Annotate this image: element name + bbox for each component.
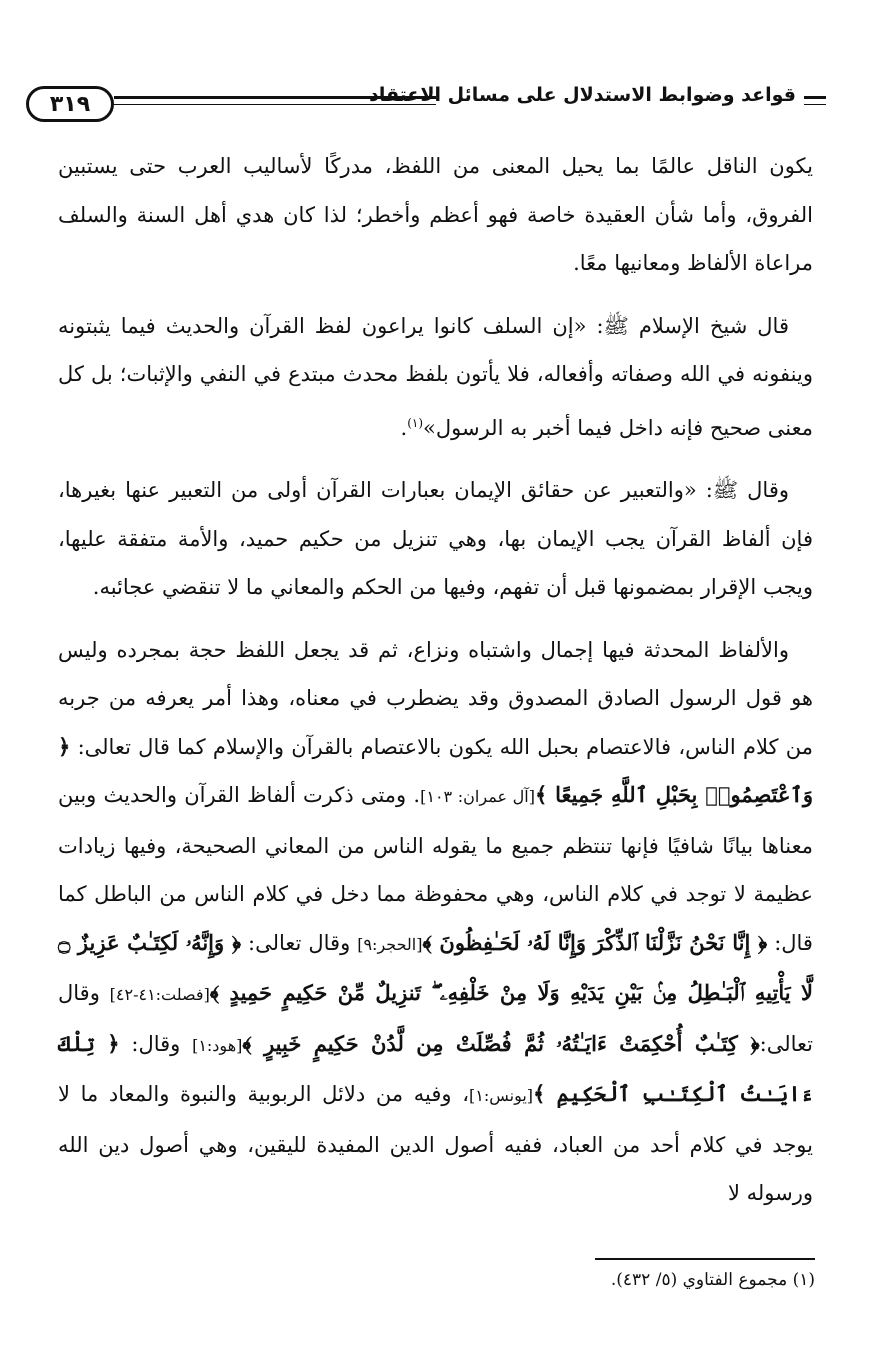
header-rule-ornament — [804, 96, 826, 105]
paragraph: قال شيخ الإسلام ﷺ: «إن السلف كانوا يراعون لفظ القرآن والحديث فيما يثبتونه وينفونه في الله وصفاته وأفعاله، فلا يأتون بلفظ محدث مبتدع في النفي والإثبات؛ بل كل معنى صحيح فإنه داخل فيما أخبر به الرسول»$^{(١)}$. — [58, 313, 813, 440]
quran-verse: ﴿ وَٱعْتَصِمُوا۟ بِحَبْلِ ٱللَّهِ جَمِيعًا ﴾ — [58, 733, 813, 807]
footnote-marker: (١) — [407, 415, 424, 430]
quran-verse: ﴿ وَإِنَّهُۥ لَكِتَـٰبٌ عَزِيزٌ ۝ لَّا يَأْتِيهِ ٱلْبَـٰطِلُ مِنۢ بَيْنِ يَدَيْهِ وَلَا مِنْ خَلْفِهِۦ ۖ تَنزِيلٌ مِّنْ حَكِيمٍ حَمِيدٍ ﴾ — [58, 929, 814, 1005]
verse-reference: [آل عمران: ١٠٣] — [420, 787, 535, 806]
body-text — [58, 142, 813, 1232]
quran-verse: ﴿ تِلْكَ ءَايَـٰتُ ٱلْكِتَـٰبِ ٱلْحَكِيمِ ﴾ — [58, 1030, 813, 1106]
page-header — [26, 82, 826, 126]
running-title: قواعد وضوابط الاستدلال على مسائل الاعتقاد — [369, 84, 796, 106]
paragraph: يكون الناقل عالمًا بما يحيل المعنى من اللفظ، مدركًا لأساليب العرب حتى يستبين الفروق، وأما شأن العقيدة خاصة فهو أعظم وأخطر؛ لذا كان هدي أهل السنة والسلف مراعاة الألفاظ ومعانيها معًا. — [58, 154, 813, 275]
footnotes — [60, 1266, 815, 1294]
footnote-rule — [595, 1258, 815, 1260]
page-number: ٣١٩ — [26, 86, 114, 122]
paragraph: وقال ﷺ: «والتعبير عن حقائق الإيمان بعبارات القرآن أولى من التعبير عنها بغيرها، فإن ألفاظ القرآن يجب الإيمان بها، وهي تنزيل من حكيم حميد، والأمة متفقة عليها، ويجب الإقرار بمضمونها قبل أن تفهم، وفيها من الحكم والمعاني ما لا تنقضي عجائبه. — [58, 478, 813, 599]
verse-reference: [فصلت:٤١-٤٢] — [109, 985, 210, 1004]
quran-verse: ﴿ إِنَّا نَحْنُ نَزَّلْنَا ٱلذِّكْرَ وَإِنَّا لَهُۥ لَحَـٰفِظُونَ ﴾ — [422, 929, 768, 955]
verse-reference: [هود:١] — [192, 1035, 243, 1055]
paragraph: والألفاظ المحدثة فيها إجمال واشتباه ونزاع، ثم قد يجعل اللفظ حجة بمجرده وليس هو قول الرسول الصادق المصدوق وقد يضطرب في معناه، وهذا أمر يعرفه من جربه من كلام الناس، فالاعتصام بحبل الله يكون بالاعتصام بالقرآن والإسلام كما قال تعالى: ﴿ وَٱعْتَصِمُوا۟ بِحَبْلِ ٱللَّهِ جَمِيعًا ﴾[آل عمران: ١٠٣]. ومتى ذكرت ألفاظ القرآن والحديث وبين معناها بيانًا شافيًا فإنها تنتظم جميع ما يقوله الناس من المعاني الصحيحة، وفيها زيادات عظيمة لا توجد في كلام الناس، وهي محفوظة مما دخل في كلام الناس من الباطل كما قال: ﴿ إِنَّا نَحْنُ نَزَّلْنَا ٱلذِّكْرَ وَإِنَّا لَهُۥ لَحَـٰفِظُونَ ﴾[الحجر:٩] وقال تعالى: ﴿ وَإِنَّهُۥ لَكِتَـٰبٌ عَزِيزٌ ۝ لَّا يَأْتِيهِ ٱلْبَـٰطِلُ مِنۢ بَيْنِ يَدَيْهِ وَلَا مِنْ خَلْفِهِۦ ۖ تَنزِيلٌ مِّنْ حَكِيمٍ حَمِيدٍ ﴾[فصلت:٤١-٤٢] وقال تعالى:﴿ كِتَـٰبٌ أُحْكِمَتْ ءَايَـٰتُهُۥ ثُمَّ فُصِّلَتْ مِن لَّدُنْ حَكِيمٍ خَبِيرٍ ﴾[هود:١] وقال: ﴿ تِلْكَ ءَايَـٰتُ ٱلْكِتَـٰبِ ٱلْحَكِيمِ ﴾[يونس:١]، وفيه من دلائل الربوبية والنبوة والمعاد ما لا يوجد في كلام أحد من العباد، ففيه أصول الدين المفيدة لليقين، وهي أصول دين الله ورسوله لا — [58, 637, 814, 1205]
verse-reference: [يونس:١] — [468, 1086, 534, 1105]
quran-verse: ﴿ كِتَـٰبٌ أُحْكِمَتْ ءَايَـٰتُهُۥ ثُمَّ فُصِّلَتْ مِن لَّدُنْ حَكِيمٍ خَبِيرٍ ﴾ — [242, 1030, 760, 1056]
footnote-1: (١) مجموع الفتاوي (٥/ ٤٣٢). — [610, 1270, 815, 1290]
verse-reference: [الحجر:٩] — [357, 934, 423, 954]
